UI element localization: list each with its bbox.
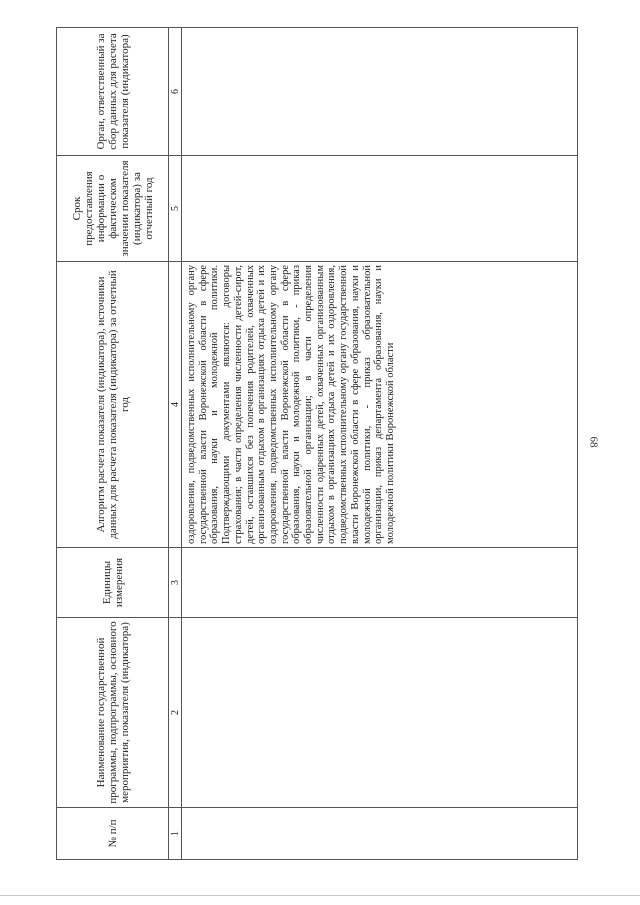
column-number: 4 — [169, 262, 182, 548]
cell-algorithm — [182, 262, 578, 548]
header-responsible: Орган, ответственный за сбор данных для расчета показателя (индикатора) — [57, 28, 169, 156]
cell-name — [182, 618, 578, 808]
rotated-page — [56, 28, 578, 860]
page-number: 68 — [587, 436, 600, 448]
document-table — [56, 27, 578, 860]
column-number: 6 — [169, 28, 182, 156]
table-row — [182, 28, 578, 860]
cell-responsible — [182, 28, 578, 156]
cell-units — [182, 548, 578, 618]
header-deadline: Срок предоставления информации о фактическом значении показателя (индикатора) за отчетный год — [57, 156, 169, 262]
cell-deadline — [182, 156, 578, 262]
scan-edge-line — [0, 895, 640, 896]
column-number: 2 — [169, 618, 182, 808]
header-name: Наименование государственной программы, подпрограммы, основного мероприятия, показателя (индикатора) — [57, 618, 169, 808]
cell-number — [182, 808, 578, 860]
column-number: 5 — [169, 156, 182, 262]
table-header-row — [57, 28, 169, 860]
document-table-container — [56, 28, 578, 860]
column-number: 3 — [169, 548, 182, 618]
header-number: № п/п — [57, 808, 169, 860]
algorithm-text: оздоровления, подведомственных исполнительному органу государственной власти Воронежской области в сфере образования, науки и молодежной политики. Подтверждающими документами являются: договоры страхования; в части определения численности детей-сирот, детей, оставшихся без попечения родителей, охваченных организованным отдыхом в организациях отдыха детей и их оздоровления, подведомственных исполнительному органу государственной власти Воронежской области в сфере образования, науки и молодежной политики, - приказ образовательной организации; в части определения численности одаренных детей, охваченных организованным отдыхом в организациях отдыха детей и их оздоровления, подведомственных исполнительному органу государственной власти Воронежской области в сфере образования, науки и молодежной политики, - приказ образовательной организации, приказ департамента образования, науки и молодежной политики Воронежской области — [186, 265, 396, 544]
header-units: Единицы измерения — [57, 548, 169, 618]
column-number-row — [169, 28, 182, 860]
column-number: 1 — [169, 808, 182, 860]
header-algorithm: Алгоритм расчета показателя (индикатора), источники данных для расчета показателя (индикатора) за отчетный год — [57, 262, 169, 548]
